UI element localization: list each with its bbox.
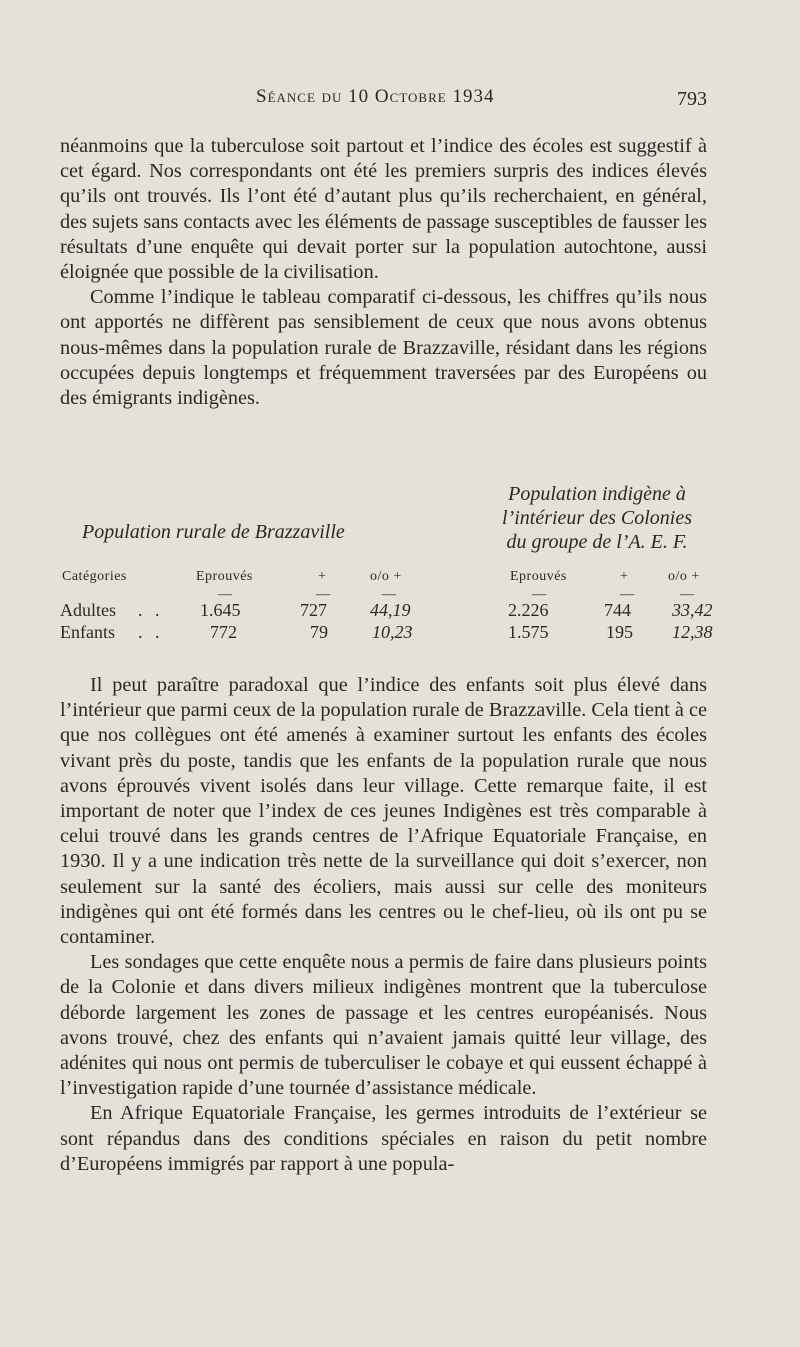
header-title: Séance du 10 Octobre 1934 <box>256 86 495 107</box>
column-dash: — <box>218 587 232 602</box>
column-header: Catégories <box>62 569 127 584</box>
column-dash: — <box>382 587 396 602</box>
column-header: Eprouvés <box>196 569 253 584</box>
paragraph: néanmoins que la tuberculose soit partout et l’indice des écoles est suggestif à cet égard. Nos correspondants ont été les premiers surpris des indices élevés qu’ils ont trouvés. Ils l’ont été d’autant plus qu’ils recherchaient, en général, des sujets sans contacts avec les éléments de passage susceptibles de fausser les résultats d’une enquête qui devait porter sur la population autochtone, aussi éloignée que possible de la civilisation. <box>60 135 707 284</box>
paragraph: En Afrique Equatoriale Française, les germes introduits de l’extérieur se sont répandus dans des conditions spéciales en raison du petit nombre d’Européens immigrés par rapport à une popula- <box>60 1102 707 1175</box>
column-dash: — <box>532 587 546 602</box>
cell-percent-right: 12,38 <box>672 622 713 642</box>
row-leader-dots: . . <box>138 600 164 620</box>
cell-tested-right: 2.226 <box>508 600 549 620</box>
paragraph: Les sondages que cette enquête nous a permis de faire dans plusieurs points de la Colonie et dans divers milieux indigènes montrent que la tuberculose déborde largement les zones de passage et les centres européanisés. Nous avons trouvé, chez des enfants qui n’avaient jamais quitté leur village, des adénites qui nous ont permis de tuberculiser le cobaye et qui eussent échappé à l’investigation rapide d’une tournée d’assistance médicale. <box>60 951 707 1100</box>
table-heading-right-line: l’intérieur des Colonies <box>502 507 692 529</box>
column-header: + <box>318 569 327 584</box>
column-dash: — <box>680 587 694 602</box>
row-label: Adultes <box>60 600 116 620</box>
table-heading-right <box>482 482 712 554</box>
table-row <box>60 622 720 644</box>
table-heading-right-line: du groupe de l’A. E. F. <box>506 531 688 553</box>
cell-positive-right: 195 <box>606 622 633 642</box>
cell-percent-left: 44,19 <box>370 600 411 620</box>
table-heading-right-line: Population indigène à <box>508 483 686 505</box>
text-block-bottom <box>60 673 707 1177</box>
paragraph: Comme l’indique le tableau comparatif ci-dessous, les chiffres qu’ils nous ont apportés ne diffèrent pas sensiblement de ceux que nous avons obtenus nous-mêmes dans la population rurale de Brazzaville, résidant dans les régions occupées depuis longtemps et fréquemment traversées par des Européens ou des émigrants indigènes. <box>60 286 707 410</box>
cell-tested-left: 1.645 <box>200 600 241 620</box>
running-header <box>0 86 800 116</box>
cell-percent-left: 10,23 <box>372 622 413 642</box>
cell-positive-left: 79 <box>310 622 328 642</box>
table-row <box>60 600 720 622</box>
row-label: Enfants <box>60 622 115 642</box>
row-leader-dots: . . <box>138 622 164 642</box>
cell-percent-right: 33,42 <box>672 600 713 620</box>
cell-tested-left: 772 <box>210 622 237 642</box>
text-block-top <box>60 134 707 411</box>
paragraph: Il peut paraître paradoxal que l’indice des enfants soit plus élevé dans l’intérieur que parmi ceux de la population rurale de Brazzaville. Cela tient à ce que nos collègues ont été amenés à examiner surtout les enfants des écoles vivant près du poste, tandis que les enfants de la population rurale que nous avons éprouvés vivent isolés dans leur village. Cette remarque faite, il est important de noter que l’index de ces jeunes Indigènes est très comparable à celui trouvé dans les grands centres de l’Afrique Equatoriale Française, en 1930. Il y a une indication très nette de la surveillance qui doit s’exercer, non seulement sur la santé des écoliers, mais aussi sur celle des moniteurs indigènes qui ont été formés dans les centres ou le chef-lieu, où ils ont pu se contaminer. <box>60 674 707 949</box>
column-header: o/o + <box>370 569 402 584</box>
cell-positive-left: 727 <box>300 600 327 620</box>
column-header: Eprouvés <box>510 569 567 584</box>
cell-positive-right: 744 <box>604 600 631 620</box>
page-number: 793 <box>677 88 707 110</box>
column-header: o/o + <box>668 569 700 584</box>
column-dash: — <box>316 587 330 602</box>
column-header: + <box>620 569 629 584</box>
cell-tested-right: 1.575 <box>508 622 549 642</box>
column-dash: — <box>620 587 634 602</box>
table-heading-left: Population rurale de Brazzaville <box>82 521 345 543</box>
